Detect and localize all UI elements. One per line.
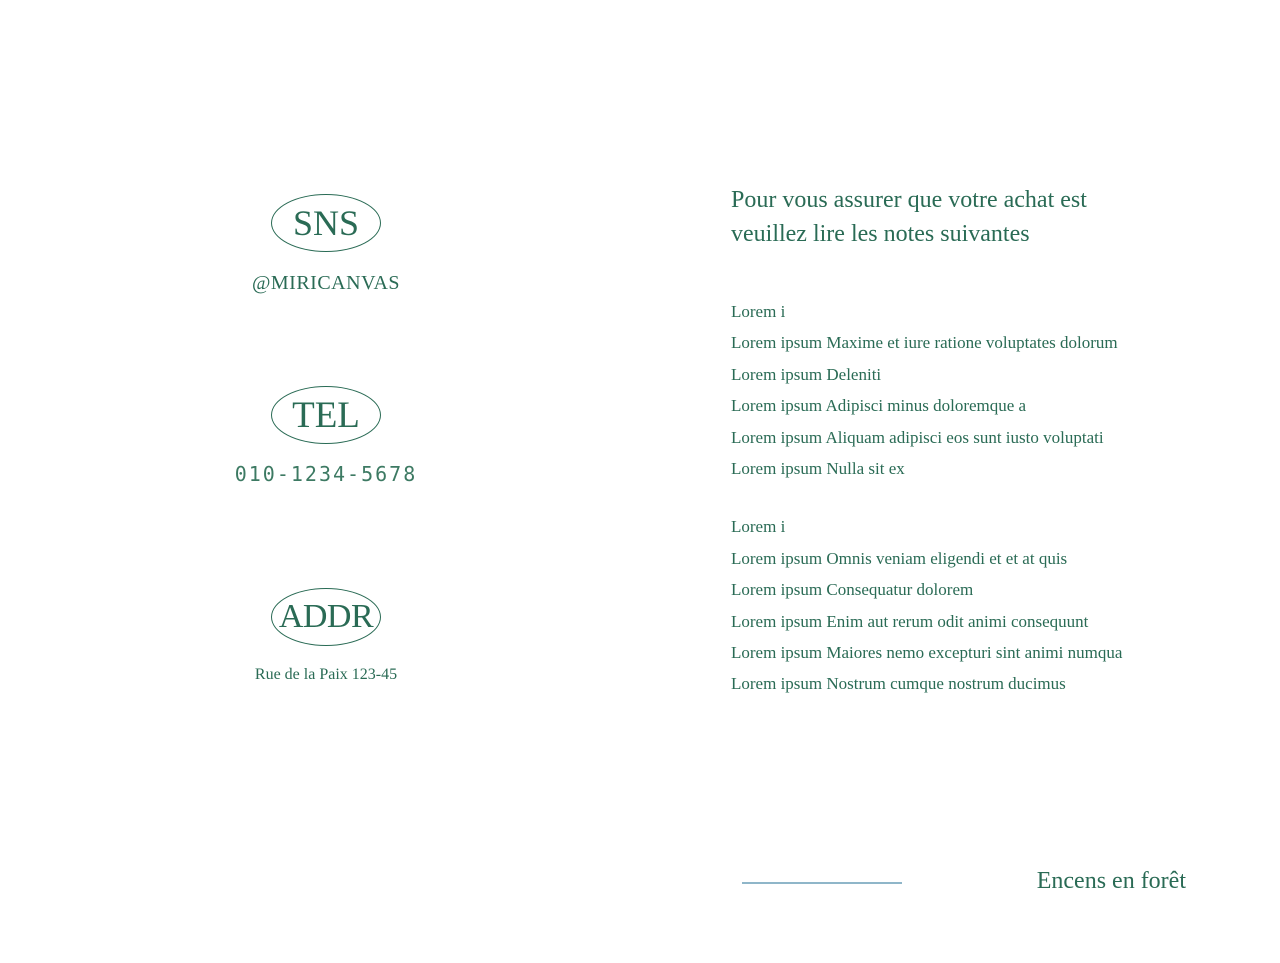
- sns-handle: @MIRICANVAS: [251, 272, 401, 294]
- list-item: Lorem ipsum Maxime et iure ratione voluptates dolorum: [731, 333, 1118, 353]
- list-item: Lorem ipsum Nostrum cumque nostrum ducimus: [731, 674, 1066, 694]
- headline-line-2: veuillez lire les notes suivantes: [731, 221, 1030, 247]
- headline-line-1: Pour vous assurer que votre achat est: [731, 187, 1087, 213]
- list-item: Lorem ipsum Consequatur dolorem: [731, 580, 974, 600]
- sns-badge: SNS: [271, 194, 381, 252]
- list-item: Lorem i: [731, 517, 786, 537]
- list-item: Lorem ipsum Enim aut rerum odit animi consequunt: [731, 611, 1089, 631]
- list-item: Lorem ipsum Nulla sit ex: [731, 459, 905, 479]
- list-item: Lorem ipsum Maiores nemo excepturi sint animi numqua: [731, 643, 1123, 663]
- tel-badge: TEL: [271, 386, 381, 444]
- list-item: Lorem i: [731, 302, 786, 321]
- contact-sns: [226, 194, 426, 295]
- notes-headline: [731, 183, 1251, 251]
- list-item: Lorem ipsum Omnis veniam eligendi et et at quis: [731, 548, 1068, 568]
- tel-number: 010-1234-5678: [234, 462, 418, 486]
- contact-addr: [226, 588, 426, 684]
- notes-list-2: [731, 511, 1251, 699]
- list-item: Lorem ipsum Adipisci minus doloremque a: [731, 396, 1027, 416]
- footer-brand: Encens en forêt: [1036, 868, 1186, 894]
- footer-divider: [742, 882, 902, 884]
- list-item: Lorem ipsum Aliquam adipisci eos sunt iusto voluptati: [731, 427, 1104, 447]
- contact-tel: [226, 386, 426, 486]
- notes-list-1: [731, 296, 1251, 484]
- list-item: Lorem ipsum Deleniti: [731, 364, 882, 384]
- notes-section: [731, 183, 1251, 700]
- addr-badge: ADDR: [271, 588, 381, 646]
- addr-text: Rue de la Paix 123-45: [254, 666, 398, 683]
